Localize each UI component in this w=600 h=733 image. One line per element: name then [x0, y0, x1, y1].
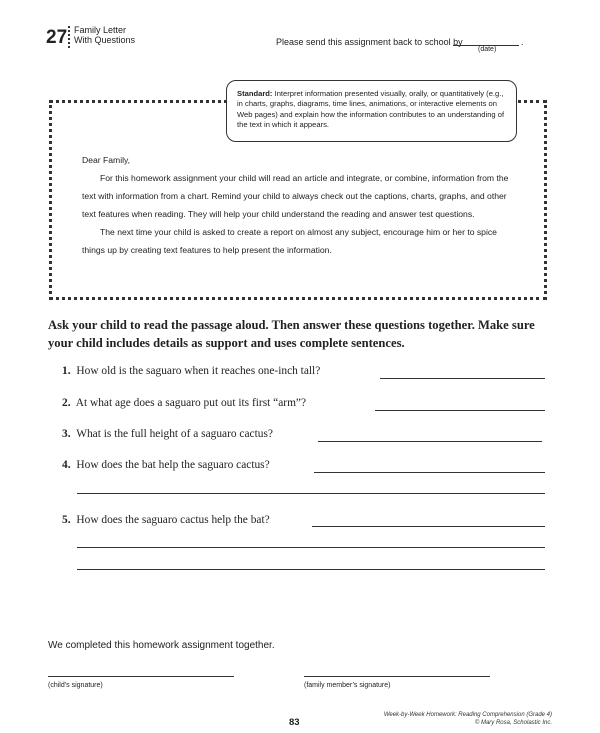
answer-line-5c[interactable]	[77, 569, 545, 570]
answer-line-4b[interactable]	[77, 493, 545, 494]
date-suffix: .	[521, 37, 524, 47]
lesson-title-line2: With Questions	[74, 35, 136, 45]
question-number: 1.	[62, 365, 71, 377]
question-text: What is the full height of a saguaro cactus?	[76, 428, 273, 440]
answer-line-5a[interactable]	[312, 526, 545, 527]
lesson-title	[74, 25, 135, 45]
credit-line-2: © Mary Rosa, Scholastic Inc.	[474, 719, 552, 726]
letter-paragraph-1: For this homework assignment your child will read an article and integrate, or combine, information from the text with information from a chart. Remind your child to always check out the captions, charts, graphs, and other text features when reading. They will help your child understand the reading and answer test questions.	[82, 173, 509, 219]
child-signature-label: (child’s signature)	[48, 682, 103, 689]
question-number: 5.	[62, 514, 71, 526]
question-number: 3.	[62, 428, 71, 440]
standard-callout	[226, 80, 517, 142]
lesson-number: 27	[46, 27, 68, 48]
page-number: 83	[289, 717, 300, 728]
standard-text: Interpret information presented visually, orally, or quantitatively (e.g., in charts, graphs, diagrams, time lines, animations, or interactive elements on Web pages) and explain how the information contributes to an understanding of the text in which it appears.	[237, 89, 505, 129]
completed-statement: We completed this homework assignment together.	[48, 640, 275, 651]
question-text: How does the bat help the saguaro cactus?	[76, 459, 270, 471]
question-5	[62, 514, 270, 526]
question-4	[62, 459, 270, 471]
family-signature-label: (family member’s signature)	[304, 682, 391, 689]
answer-line-1[interactable]	[380, 378, 545, 379]
child-signature-field[interactable]	[48, 676, 234, 677]
question-text: How old is the saguaro when it reaches one-inch tall?	[76, 365, 321, 377]
letter-paragraph-2: The next time your child is asked to create a report on almost any subject, encourage him or her to spice things up by creating text features to help present the information.	[82, 227, 497, 255]
letter-greeting: Dear Family,	[82, 155, 131, 165]
answer-line-2[interactable]	[375, 410, 545, 411]
instructions: Ask your child to read the passage aloud. Then answer these questions together. Make sure your child includes details as support and uses complete sentences.	[48, 318, 535, 350]
copyright-credit	[382, 712, 552, 727]
question-number: 4.	[62, 459, 71, 471]
standard-label: Standard:	[237, 89, 273, 98]
answer-line-4a[interactable]	[314, 472, 545, 473]
send-back-text: Please send this assignment back to school by	[276, 37, 463, 47]
question-text: How does the saguaro cactus help the bat?	[76, 514, 270, 526]
answer-line-3[interactable]	[318, 441, 542, 442]
family-signature-field[interactable]	[304, 676, 490, 677]
question-number: 2.	[62, 397, 71, 409]
family-letter	[82, 151, 512, 259]
lesson-title-line1: Family Letter	[74, 25, 127, 35]
date-label: (date)	[478, 46, 497, 53]
question-3	[62, 428, 273, 440]
lesson-divider	[68, 26, 70, 48]
answer-line-5b[interactable]	[77, 547, 545, 548]
credit-line-1: Week-by-Week Homework: Reading Comprehension (Grade 4)	[383, 712, 552, 718]
question-text: At what age does a saguaro put out its first “arm”?	[75, 397, 307, 409]
question-2	[62, 397, 306, 409]
question-1	[62, 365, 320, 377]
